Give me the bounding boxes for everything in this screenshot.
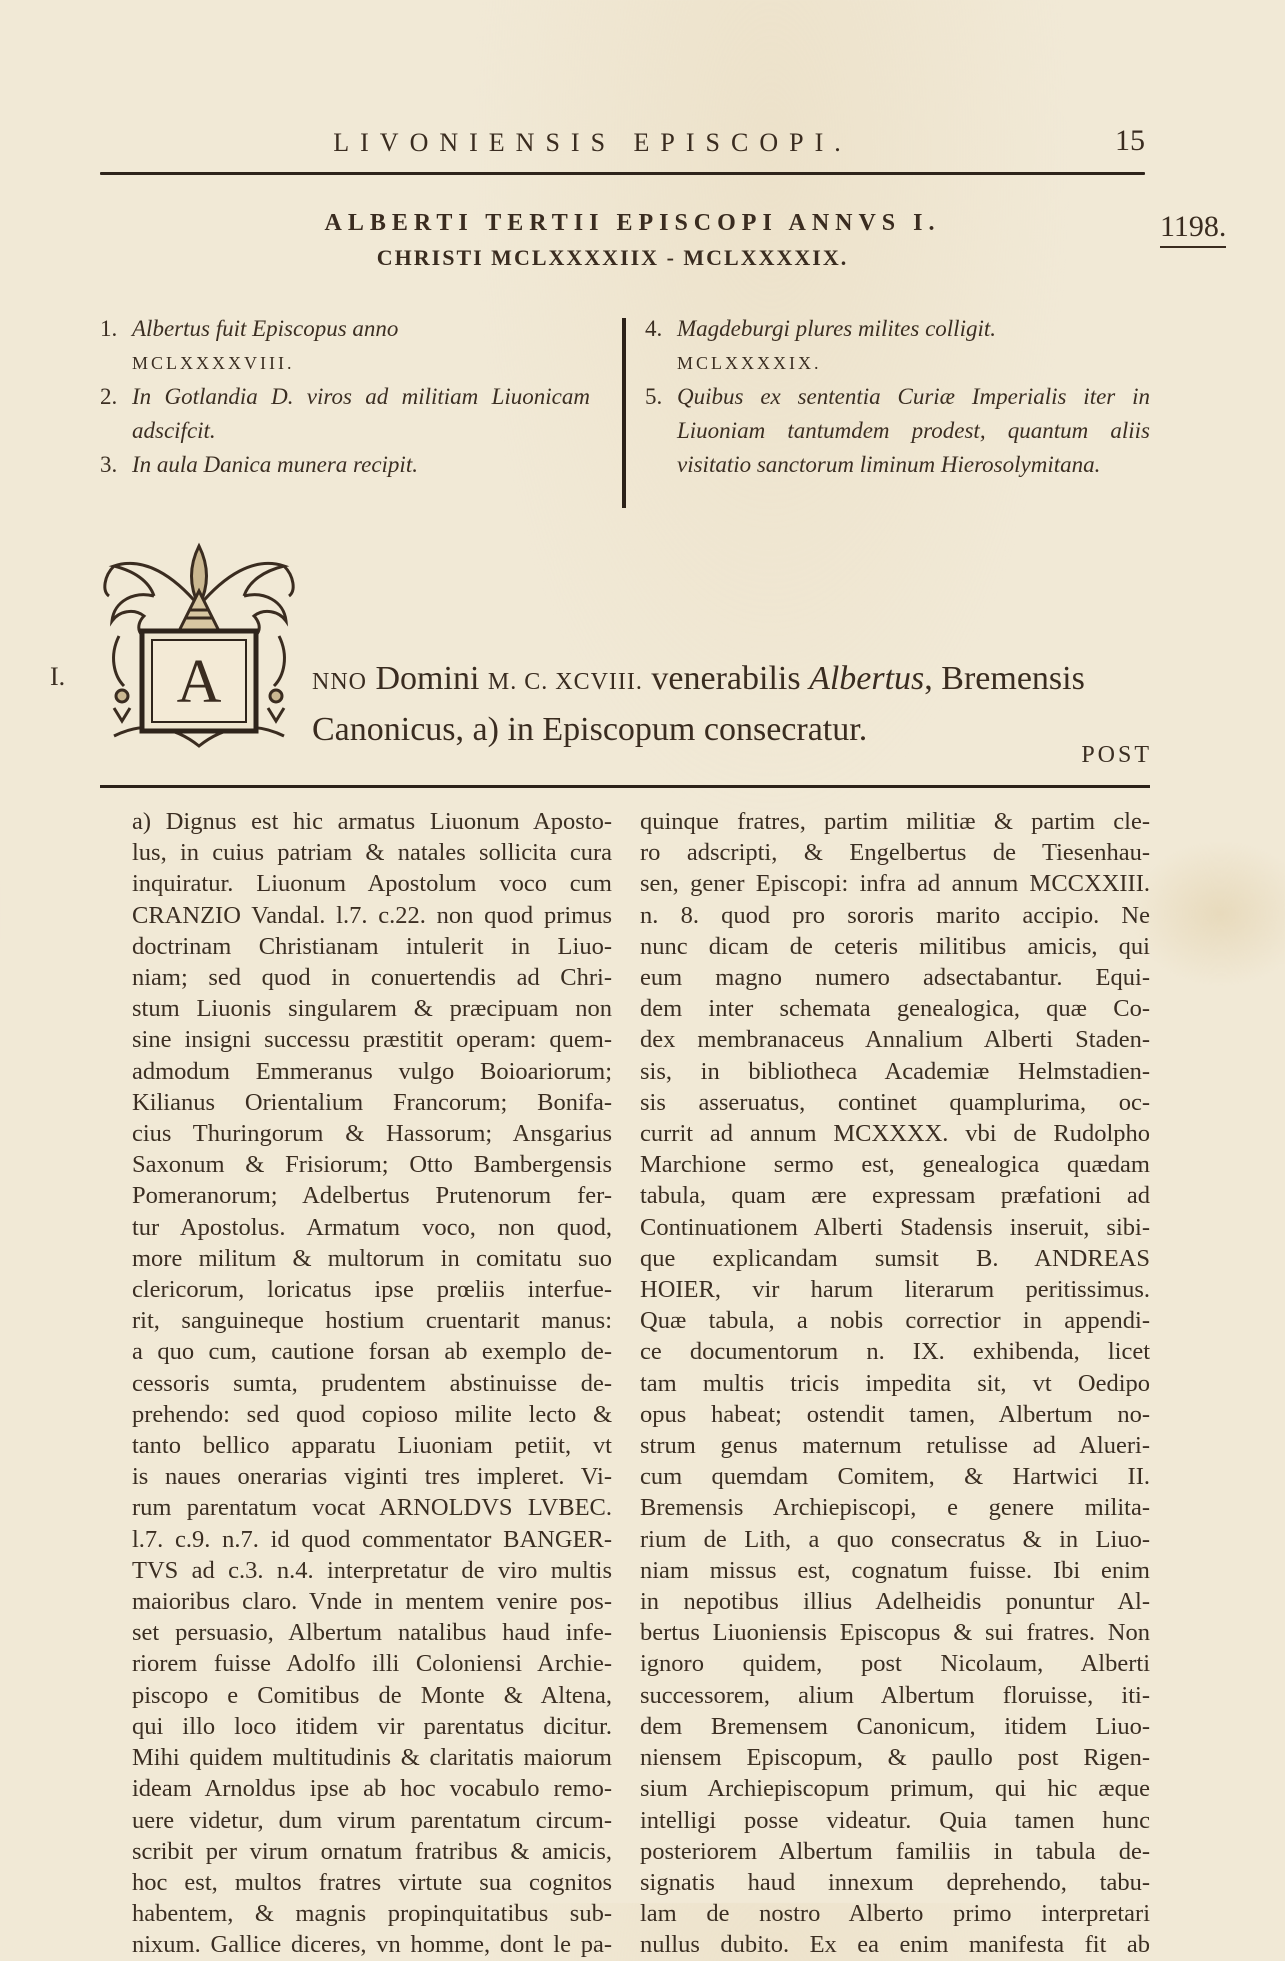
footnote-line: successorem, alium Albertum floruisse, iti-: [640, 1681, 1150, 1709]
footnote-line: dem inter schemata genealogica, quæ Co-: [640, 995, 1150, 1023]
chapter-title: ALBERTI TERTII EPISCOPI ANNVS I.: [324, 210, 941, 236]
main-paragraph: [312, 655, 1157, 754]
summary-item-text: In Gotlandia D. viros ad militiam Liuonicam adscifcit.: [132, 384, 590, 443]
summary-item-year: MCLXXXXVIII.: [132, 353, 295, 373]
footnote-line: sium Archiepiscopum primum, qui hic æque: [640, 1775, 1150, 1803]
page-number: 15: [1115, 124, 1145, 157]
footnote-line: nixum. Gallice diceres, vn homme, dont le pa-: [132, 1931, 612, 1959]
summary-left-column: [100, 312, 590, 482]
footnote-line: cum quemdam Comitem, & Hartwici II.: [640, 1463, 1150, 1491]
footnote-line: sis, in bibliotheca Academiæ Helmstadien-: [640, 1057, 1150, 1085]
footnote-line: quinque fratres, partim militiæ & partim cle-: [640, 808, 1150, 835]
main-text-span: Domini: [367, 660, 488, 697]
footnote-line: ignoro quidem, post Nicolaum, Alberti: [640, 1650, 1150, 1678]
footnote-line: maioribus claro. Vnde in mentem venire pos-: [132, 1588, 612, 1616]
main-text-opening: NNO: [312, 669, 367, 695]
main-text-year: M. C. XCVIII.: [487, 669, 643, 695]
running-head: [100, 124, 1145, 164]
footnote-line: tur Apostolus. Armatum voco, non quod,: [132, 1213, 612, 1241]
footnote-line: n. 8. quod pro sororis marito accipio. Ne: [640, 901, 1150, 929]
footnote-line: a) Dignus est hic armatus Liuonum Aposto-: [132, 808, 612, 835]
footnote-line: hoc est, multos fratres virtute sua cognitos: [132, 1868, 612, 1896]
footnote-line: is naues onerarias viginti tres impleret. Vi-: [132, 1463, 612, 1491]
footnote-line: CRANZIO Vandal. l.7. c.22. non quod primus: [132, 901, 612, 929]
summary-item-text: Quibus ex sententia Curiæ Imperialis iter in Liuoniam tantumdem prodest, quantum aliis visitatio sanctorum liminum Hierosolymitana.: [677, 384, 1150, 477]
summary-item: [645, 312, 1150, 380]
summary-item-year: MCLXXXXIX.: [677, 353, 822, 373]
footnote-line: currit ad annum MCXXXX. vbi de Rudolpho: [640, 1120, 1150, 1148]
footnote-line: dem Bremensem Canonicum, itidem Liuo-: [640, 1712, 1150, 1740]
footnote-line: l.7. c.9. n.7. id quod commentator BANGER-: [132, 1525, 612, 1553]
footnote-line: in nepotibus illius Adelheidis ponuntur Al-: [640, 1588, 1150, 1616]
summary-item-number: 1.: [100, 316, 118, 341]
section-number: I.: [50, 662, 66, 691]
footnote-line: Saxonum & Frisiorum; Otto Bambergensis: [132, 1151, 612, 1179]
footnote-line: Bremensis Archiepiscopi, e genere milita-: [640, 1494, 1150, 1522]
summary-item-number: 4.: [645, 316, 663, 341]
footnote-line: nullus dubito. Ex ea enim manifesta fit ab: [640, 1931, 1150, 1959]
footnote-line: que explicandam sumsit B. ANDREAS: [640, 1244, 1150, 1272]
footnote-line: niensem Episcopum, & paullo post Rigen-: [640, 1744, 1150, 1772]
footnote-line: more militum & multorum in comitatu suo: [132, 1244, 612, 1272]
footnote-right-column: [640, 806, 1150, 1961]
chapter-subtitle: CHRISTI MCLXXXXIIX - MCLXXXXIX.: [376, 245, 849, 270]
footnote-line: strum genus maternum retulisse ad Alueri-: [640, 1432, 1150, 1460]
summary-right-column: [645, 312, 1150, 482]
footnote-line: signatis haud innexum deprehendo, tabu-: [640, 1868, 1150, 1896]
summary-item: [100, 448, 590, 482]
footnote-line: ce documentorum n. IX. exhibenda, licet: [640, 1338, 1150, 1366]
footnote-line: Quæ tabula, a nobis correctior in appendi-: [640, 1307, 1150, 1335]
footnote-line: uere videtur, dum virum parentatum circum-: [132, 1806, 612, 1834]
ornamental-drop-cap: [94, 536, 304, 751]
footnote-line: cessoris sumta, prudentem abstinuisse de-: [132, 1369, 612, 1397]
footnote-rule: [100, 785, 1150, 788]
summary-divider: [622, 318, 626, 508]
footnote-line: lam de nostro Alberto primo interpretari: [640, 1900, 1150, 1928]
footnote-left-column: [102, 806, 612, 1961]
footnote-line: bertus Liuoniensis Episcopus & sui fratres. Non: [640, 1619, 1150, 1647]
footnote-line: rium de Lith, a quo consecratus & in Liuo-: [640, 1525, 1150, 1553]
running-head-title: LIVONIENSIS EPISCOPI.: [333, 128, 852, 157]
footnote-line: stum Liuonis singularem & præcipuam non: [132, 995, 612, 1023]
footnote-line: tabula, quam ære expressam præfationi ad: [640, 1182, 1150, 1210]
footnote-line: opus habeat; ostendit tamen, Albertum no-: [640, 1400, 1150, 1428]
footnote-line: posteriorem Albertum familiis in tabula de-: [640, 1837, 1150, 1865]
footnote-line: habentem, & magnis propinquitatibus sub-: [132, 1900, 612, 1928]
footnote-line: HOIER, vir harum literarum peritissimus.: [640, 1276, 1150, 1304]
main-text-span: venerabilis: [642, 660, 810, 697]
footnote-line: intelligi posse videatur. Quia tamen hunc: [640, 1806, 1150, 1834]
footnote-line: scribit per virum ornatum fratribus & amicis,: [132, 1837, 612, 1865]
chapter-heading: [100, 210, 1145, 271]
margin-year: 1198.: [1160, 210, 1226, 248]
footnote-line: ideam Arnoldus ipse ab hoc vocabulo remo-: [132, 1775, 612, 1803]
summary-item: [100, 380, 590, 448]
summary-item-text: Magdeburgi plures milites colligit.: [677, 316, 996, 341]
header-rule: [100, 172, 1145, 175]
footnote-line: doctrinam Christianam intulerit in Liuo-: [132, 932, 612, 960]
footnote-line: qui illo loco itidem vir parentatus dicitur.: [132, 1712, 612, 1740]
footnote-line: nunc dicam de ceteris militibus amicis, qui: [640, 932, 1150, 960]
summary-item-text: Albertus fuit Episcopus anno: [132, 316, 399, 341]
catchword: POST: [1081, 742, 1152, 768]
footnote-line: sine insigni successu præstitit operam: quem-: [132, 1026, 612, 1054]
chapter-summary: [100, 312, 1150, 512]
footnote-line: tanto bellico apparatu Liuoniam petiit, vt: [132, 1432, 612, 1460]
footnote-line: lus, in cuius patriam & natales sollicita cura: [132, 839, 612, 867]
footnote-line: Kilianus Orientalium Francorum; Bonifa-: [132, 1088, 612, 1116]
footnote-line: sis asseruatus, continet quamplurima, oc-: [640, 1088, 1150, 1116]
footnote-line: inquiratur. Liuonum Apostolum voco cum: [132, 870, 612, 898]
footnote-line: niam missus est, cognatum fuisse. Ibi enim: [640, 1556, 1150, 1584]
main-text-name: Albertus: [809, 660, 925, 697]
summary-item-number: 3.: [100, 452, 118, 477]
footnote-line: sen, gener Episcopi: infra ad annum MCCXXIII.: [640, 870, 1150, 898]
footnote-line: prehendo: sed quod copioso milite lecto &: [132, 1400, 612, 1428]
main-text-span: , Bremensis Canonicus, a) in Episcopum consecratur.: [312, 660, 1085, 748]
footnote-line: Marchione sermo est, genealogica quædam: [640, 1151, 1150, 1179]
footnote-line: eum magno numero adsectabantur. Equi-: [640, 964, 1150, 992]
footnote-line: riorem fuisse Adolfo illi Coloniensi Archie-: [132, 1650, 612, 1678]
footnote-line: cius Thuringorum & Hassorum; Ansgarius: [132, 1120, 612, 1148]
footnote-line: tam multis tricis impedita sit, vt Oedipo: [640, 1369, 1150, 1397]
footnote-line: rum parentatum vocat ARNOLDVS LVBEC.: [132, 1494, 612, 1522]
footnote-line: TVS ad c.3. n.4. interpretatur de viro multis: [132, 1556, 612, 1584]
footnote-line: Pomeranorum; Adelbertus Prutenorum fer-: [132, 1182, 612, 1210]
footnote-line: piscopo e Comitibus de Monte & Altena,: [132, 1681, 612, 1709]
drop-cap-letter: A: [176, 648, 222, 716]
summary-item-text: In aula Danica munera recipit.: [132, 452, 418, 477]
footnote-line: niam; sed quod in conuertendis ad Chri-: [132, 964, 612, 992]
footnote-line: rit, sanguineque hostium cruentarit manus:: [132, 1307, 612, 1335]
footnote-line: set persuasio, Albertum natalibus haud infe-: [132, 1619, 612, 1647]
footnote-line: clericorum, loricatus ipse prœliis interfue-: [132, 1276, 612, 1304]
summary-item-number: 2.: [100, 384, 118, 409]
footnote-line: admodum Emmeranus vulgo Boioariorum;: [132, 1057, 612, 1085]
summary-item-number: 5.: [645, 384, 663, 409]
summary-item: [645, 380, 1150, 482]
footnote-line: a quo cum, cautione forsan ab exemplo de-: [132, 1338, 612, 1366]
footnote-line: Continuationem Alberti Stadensis inseruit, sibi-: [640, 1213, 1150, 1241]
footnote-line: Mihi quidem multitudinis & claritatis maiorum: [132, 1744, 612, 1772]
summary-item: [100, 312, 590, 380]
footnote-line: ro adscripti, & Engelbertus de Tiesenhau-: [640, 839, 1150, 867]
footnote-line: dex membranaceus Annalium Alberti Staden-: [640, 1026, 1150, 1054]
